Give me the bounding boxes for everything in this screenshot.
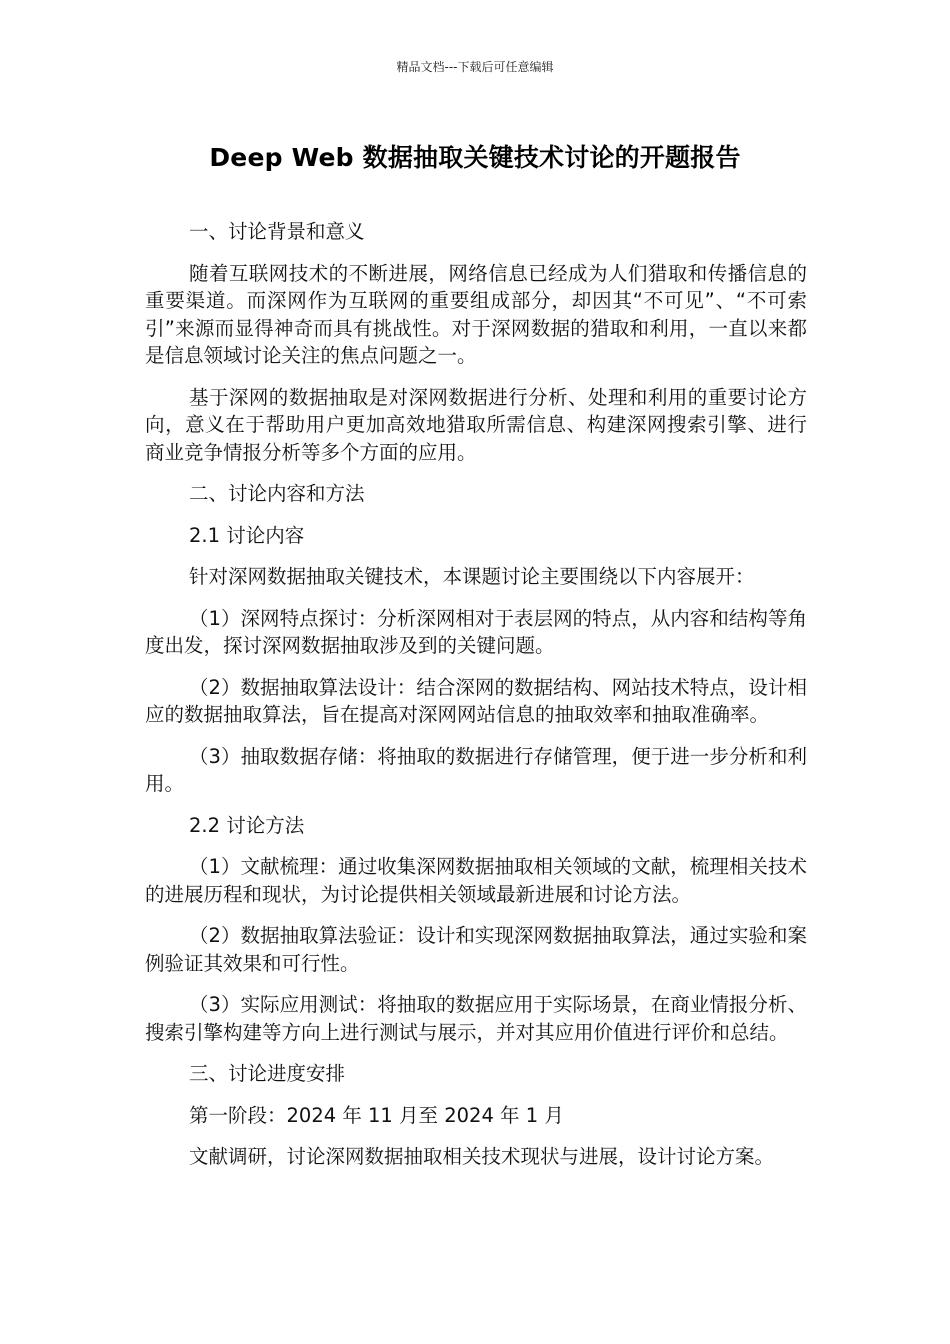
subsection-heading-content: 2.1 讨论内容 — [189, 523, 305, 547]
section-heading-background: 一、讨论背景和意义 — [189, 220, 365, 243]
schedule-phase-1: 第一阶段：2024 年 11 月至 2024 年 1 月 — [189, 1103, 564, 1127]
document-body — [145, 218, 807, 1185]
list-item-method-3: （3）实际应用测试：将抽取的数据应用于实际场景，在商业情报分析、搜索引擎构建等方向上进行测试与展示，并对其应用价值进行评价和总结。 — [145, 993, 807, 1044]
paragraph-background-2: 基于深网的数据抽取是对深网数据进行分析、处理和利用的重要讨论方向，意义在于帮助用户更加高效地猎取所需信息、构建深网搜索引擎、进行商业竞争情报分析等多个方面的应用。 — [145, 385, 807, 464]
paragraph-background-1: 随着互联网技术的不断进展，网络信息已经成为人们猎取和传播信息的重要渠道。而深网作为互联网的重要组成部分，却因其“不可见”、“不可索引”来源而显得神奇而具有挑战性。对于深网数据的猎取和利用，一直以来都是信息领域讨论关注的焦点问题之一。 — [145, 261, 807, 367]
list-item-method-1: （1）文献梳理：通过收集深网数据抽取相关领域的文献，梳理相关技术的进展历程和现状，为讨论提供相关领域最新进展和讨论方法。 — [145, 855, 807, 906]
document-title: Deep Web 数据抽取关键技术讨论的开题报告 — [209, 143, 741, 172]
section-heading-content-methods: 二、讨论内容和方法 — [189, 482, 365, 505]
list-item-content-3: （3）抽取数据存储：将抽取的数据进行存储管理，便于进一步分析和利用。 — [145, 744, 807, 795]
page-header: 精品文档---下载后可任意编辑 — [396, 60, 554, 74]
list-item-content-1: （1）深网特点探讨：分析深网相对于表层网的特点，从内容和结构等角度出发，探讨深网数据抽取涉及到的关键问题。 — [145, 606, 807, 657]
subsection-heading-methods: 2.2 讨论方法 — [189, 813, 305, 837]
section-heading-schedule: 三、讨论进度安排 — [189, 1062, 346, 1085]
list-item-method-2: （2）数据抽取算法验证：设计和实现深网数据抽取算法，通过实验和案例验证其效果和可行性。 — [145, 924, 807, 975]
paragraph-content-intro: 针对深网数据抽取关键技术，本课题讨论主要围绕以下内容展开： — [189, 565, 755, 588]
schedule-phase-1-description: 文献调研，讨论深网数据抽取相关技术现状与进展，设计讨论方案。 — [189, 1145, 775, 1168]
list-item-content-2: （2）数据抽取算法设计：结合深网的数据结构、网站技术特点，设计相应的数据抽取算法，旨在提高对深网网站信息的抽取效率和抽取准确率。 — [145, 675, 807, 726]
